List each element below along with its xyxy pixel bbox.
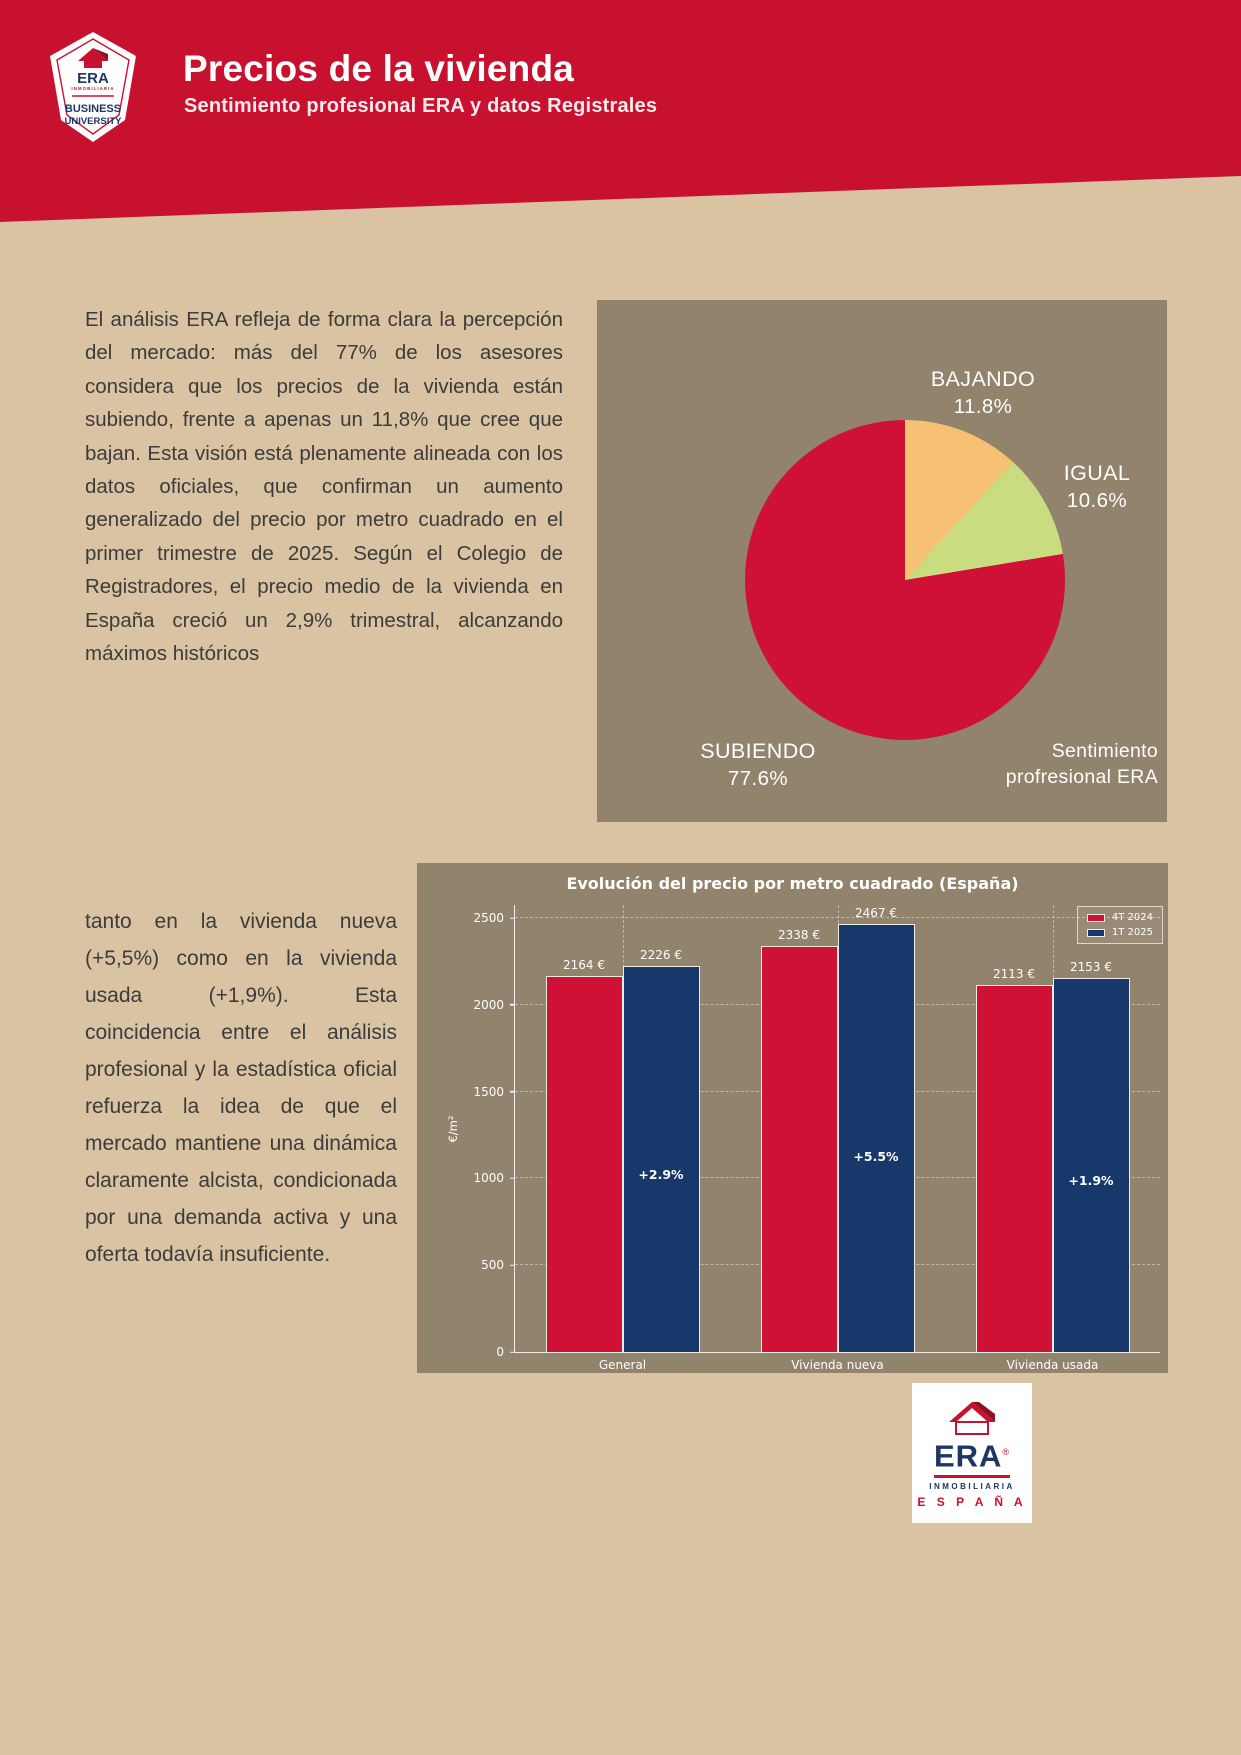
y-tick-mark <box>510 917 515 919</box>
footer-inmobiliaria-text: INMOBILIARIA <box>929 1481 1015 1491</box>
bar-q4-2024 <box>761 928 838 1352</box>
bar-group <box>761 905 915 1352</box>
bar-q4-2024 <box>546 958 623 1352</box>
bar-value-label: 2164 € <box>563 958 605 973</box>
x-category-label: General <box>598 1358 647 1372</box>
pie-label-igual-pct: 10.6% <box>1066 489 1128 512</box>
y-tick-label: 1500 <box>473 1084 504 1099</box>
legend-swatch <box>1087 914 1105 922</box>
badge-business-text: BUSINESS <box>64 103 122 115</box>
footer-espana-text: E S P A Ñ A <box>917 1494 1027 1509</box>
bar-value-label: 2113 € <box>993 967 1035 982</box>
y-tick-label: 0 <box>496 1345 504 1359</box>
legend-label: 4T 2024 <box>1111 912 1153 923</box>
y-tick-mark <box>510 1091 515 1093</box>
era-business-university-badge-icon <box>47 30 139 144</box>
bar-pct-change-label: +2.9% <box>638 1167 684 1183</box>
bar-pct-change-label: +5.5% <box>853 1149 899 1165</box>
paragraph-2: tanto en la vivienda nueva (+5,5%) como en la vivienda usada (+1,9%). Esta coincidencia entre el análisis profesional y la estadística oficial refuerza la idea de que el mercado mantiene una dinámica claramente alcista, condicionada por una demanda activa y una oferta todavía insuficiente. <box>85 910 397 1266</box>
badge-era-text: ERA <box>77 70 109 87</box>
legend-row <box>1087 912 1153 923</box>
legend-label: 1T 2025 <box>1111 927 1153 938</box>
pie-caption-line2: profresional ERA <box>1005 766 1158 788</box>
bar-chart-title: Evolución del precio por metro cuadrado (España) <box>566 874 1019 893</box>
bar-value-label: 2226 € <box>640 947 682 962</box>
x-category-label: Vivienda usada <box>1006 1358 1099 1372</box>
bar-q1-2025 <box>1053 960 1130 1352</box>
pie-label-igual-name: IGUAL <box>1063 461 1131 485</box>
x-category-label: Vivienda nueva <box>791 1358 884 1372</box>
pie-label-bajando-name: BAJANDO <box>930 367 1036 391</box>
page-title: Precios de la vivienda <box>183 48 575 89</box>
bar-value-label: 2153 € <box>1070 960 1112 975</box>
y-tick-mark <box>510 1178 515 1180</box>
bar-q4-2024 <box>976 967 1053 1352</box>
bar-plot-area <box>446 905 1160 1372</box>
bar-q1-2025 <box>838 905 915 1352</box>
legend-row <box>1087 927 1153 938</box>
bar-q1-2025 <box>623 947 700 1352</box>
y-tick-label: 2000 <box>473 997 504 1012</box>
footer-era-text: ERA® <box>933 1438 1011 1474</box>
bar-pct-change-label: +1.9% <box>1068 1173 1114 1188</box>
pie-label-bajando <box>883 366 1083 420</box>
y-tick-mark <box>510 1004 515 1006</box>
badge-university-text: UNIVERSITY <box>64 116 122 127</box>
bar-group <box>546 905 700 1352</box>
era-espana-logo <box>912 1383 1032 1523</box>
y-tick-mark <box>510 1351 515 1353</box>
bar-value-label: 2467 € <box>855 905 897 920</box>
bar-chart-panel <box>417 863 1168 1373</box>
badge-inmobiliaria-text: INMOBILIARIA <box>71 86 115 91</box>
y-tick-label: 1000 <box>473 1171 504 1186</box>
paragraph-1: El análisis ERA refleja de forma clara la percepción del mercado: más del 77% de los asesores considera que los precios de la vivienda están subiendo, frente a apenas un 11,8% que cree que bajan. Esta visión está plenamente alineada con los datos oficiales, que confirman un aumento generalizado del precio por metro cuadrado en el primer trimestre de 2025. Según el Colegio de Registradores, el precio medio de la vivienda en España creció un 2,9% trimestral, alcanzando máximos históricos <box>85 308 563 666</box>
era-house-icon <box>946 1397 998 1437</box>
pie-caption-line1: Sentimiento <box>1051 740 1158 762</box>
footer-divider <box>934 1475 1010 1478</box>
y-tick-label: 500 <box>481 1258 504 1273</box>
pie-chart-panel <box>597 300 1167 822</box>
legend-swatch <box>1087 929 1105 937</box>
y-tick-mark <box>510 1264 515 1266</box>
y-tick-label: 2500 <box>473 911 504 926</box>
pie-label-subiendo <box>658 738 858 792</box>
pie-label-bajando-pct: 11.8% <box>953 395 1013 418</box>
pie-caption <box>918 738 1158 790</box>
bar-value-label: 2338 € <box>778 928 820 943</box>
page-subtitle: Sentimiento profesional ERA y datos Registrales <box>184 95 658 117</box>
pie-label-subiendo-pct: 77.6% <box>727 767 789 790</box>
bar-group <box>976 905 1130 1352</box>
chart-legend <box>1077 906 1163 944</box>
pie-label-igual <box>1017 460 1177 514</box>
y-axis-label: €/m² <box>446 1114 460 1143</box>
pie-label-subiendo-name: SUBIENDO <box>700 739 816 763</box>
footer-reg-mark: ® <box>1002 1447 1011 1458</box>
